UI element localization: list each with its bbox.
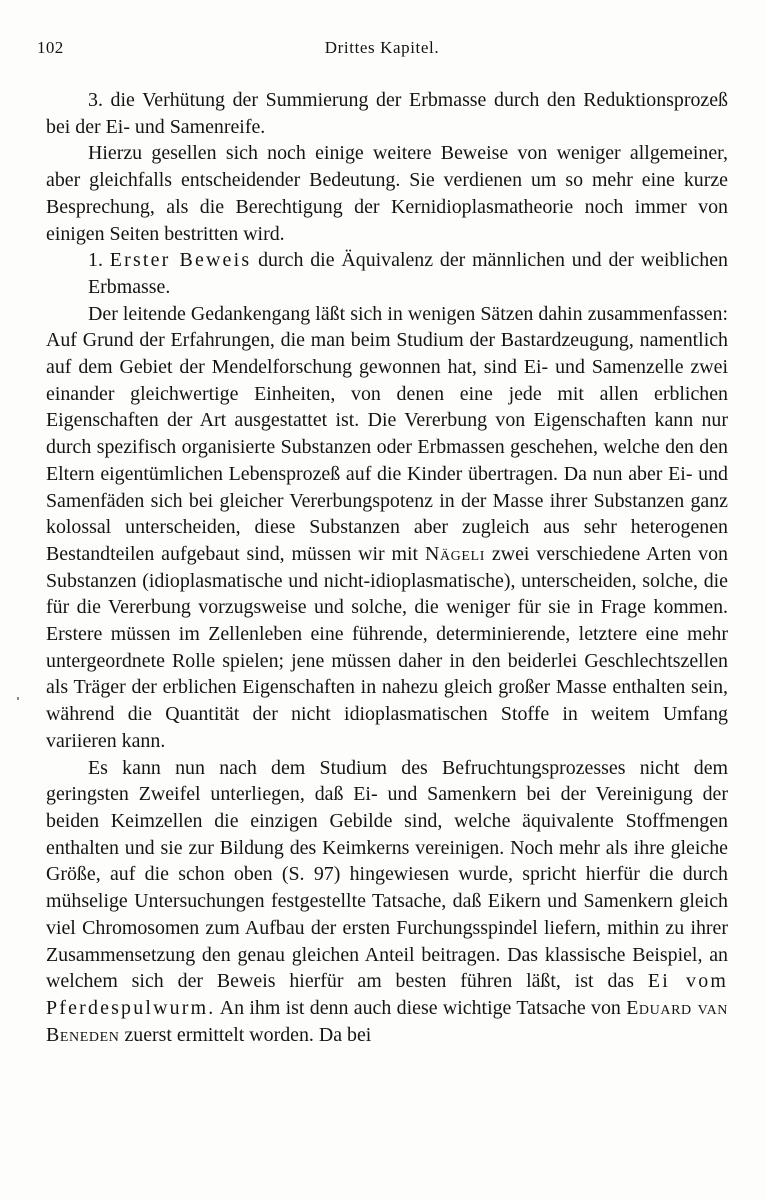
page-number: 102 bbox=[37, 38, 64, 57]
paragraph-text-middle: An ihm ist denn auch diese wichtige Tatsache von bbox=[219, 996, 621, 1019]
spaced-term-pferdespulwurm: Ei vom Pferdespulwurm. bbox=[46, 970, 729, 1019]
paragraph-text-before: Es kann nun nach dem Studium des Befruchtungsprozesses nicht dem geringsten Zweifel unterliegen, daß Ei- und Samenkern bei der Vereinigung der beiden Keimzellen die einzigen Gebilde sind, welche äquivalente Stoffmengen enthalten und sie zur Bildung des Keimkerns vereinigen. Noch mehr als ihre gleiche Größe, auf die schon oben (S. 97) hingewiesen wurde, spricht hierfür die durch mühselige Untersuchungen festgestellte Tatsache, daß Eikern und Samenkern gleich viel Chromosomen zum Aufbau der ersten Furchungsspindel liefern, mithin zu ihrer Zusammensetzung den genau gleichen Anteil beitragen. Das klassische Beispiel, an welchem sich der Beweis hierfür am besten führen läßt, ist das bbox=[46, 756, 728, 993]
heading-rest: durch die Äquivalenz der männlichen und der weiblichen Erbmasse. bbox=[88, 249, 728, 298]
heading-number: 1. bbox=[88, 249, 103, 272]
section-heading-first-proof bbox=[46, 247, 728, 300]
list-item-reduction bbox=[46, 87, 728, 140]
margin-speck bbox=[17, 697, 19, 700]
paragraph-text-after: zwei verschiedene Arten von Substanzen (idioplasmatische und nicht-idioplasmatische), unterscheiden, solche, die für die Vererbung vorzugsweise und solche, die weniger für sie in Frage kommen. Erstere müssen im Zellenleben eine führende, determinierende, letztere eine mehr untergeordnete Rolle spielen; jene müssen daher in den beiderlei Geschlechtszellen als Träger der erblichen Eigenschaften in nahezu gleich großer Masse enthalten sein, während die Quantität der nicht idioplasmatischen Stoffe in weitem Umfang variieren kann. bbox=[46, 542, 728, 752]
paragraph-text-before: Der leitende Gedankengang läßt sich in wenigen Sätzen dahin zusammenfassen: Auf Grund der Erfahrungen, die man beim Studium der Bastardzeugung, namentlich auf dem Gebiet der Mendelforschung gewonnen hat, sind Ei- und Samenzelle zwei einander gleichwertige Einheiten, von denen eine jede mit allen erblichen Eigenschaften der Art ausgestattet ist. Die Vererbung von Eigenschaften kann nur durch spezifisch organisierte Substanzen oder Erbmassen geschehen, welche den den Eltern eigentümlichen Lebensprozeß auf die Kinder übertragen. Da nun aber Ei- und Samenfäden sich bei gleicher Vererbungspotenz in der Masse ihrer Substanzen ganz kolossal unterscheiden, diese Substanzen aber zugleich aus sehr heterogenen Bestandteilen aufgebaut sind, müssen wir mit bbox=[46, 302, 728, 565]
paragraph-text-after: zuerst ermittelt worden. Da bei bbox=[124, 1023, 372, 1046]
author-name-naegeli: Nägeli bbox=[425, 542, 485, 565]
body-text bbox=[46, 87, 728, 1048]
author-name-van-beneden: Eduard van Beneden bbox=[46, 996, 728, 1046]
list-item-text: 3. die Verhütung der Summierung der Erbmasse durch den Reduktionsprozeß bei der Ei- und Samenreife. bbox=[46, 89, 728, 138]
paragraph-text: Hierzu gesellen sich noch einige weitere Beweise von weniger allgemeiner, aber gleichfalls entscheidender Bedeutung. Sie verdienen um so mehr eine kurze Besprechung, als die Berechtigung der Kernidioplasmatheorie noch immer von einigen Seiten bestritten wird. bbox=[46, 142, 728, 245]
paragraph-fertilization bbox=[46, 755, 728, 1049]
paragraph-argument bbox=[46, 301, 728, 755]
running-head: Drittes Kapitel. bbox=[324, 38, 440, 57]
paragraph-intro bbox=[46, 140, 728, 247]
heading-spaced-title: Erster Beweis bbox=[109, 249, 252, 272]
page-header bbox=[37, 38, 727, 62]
